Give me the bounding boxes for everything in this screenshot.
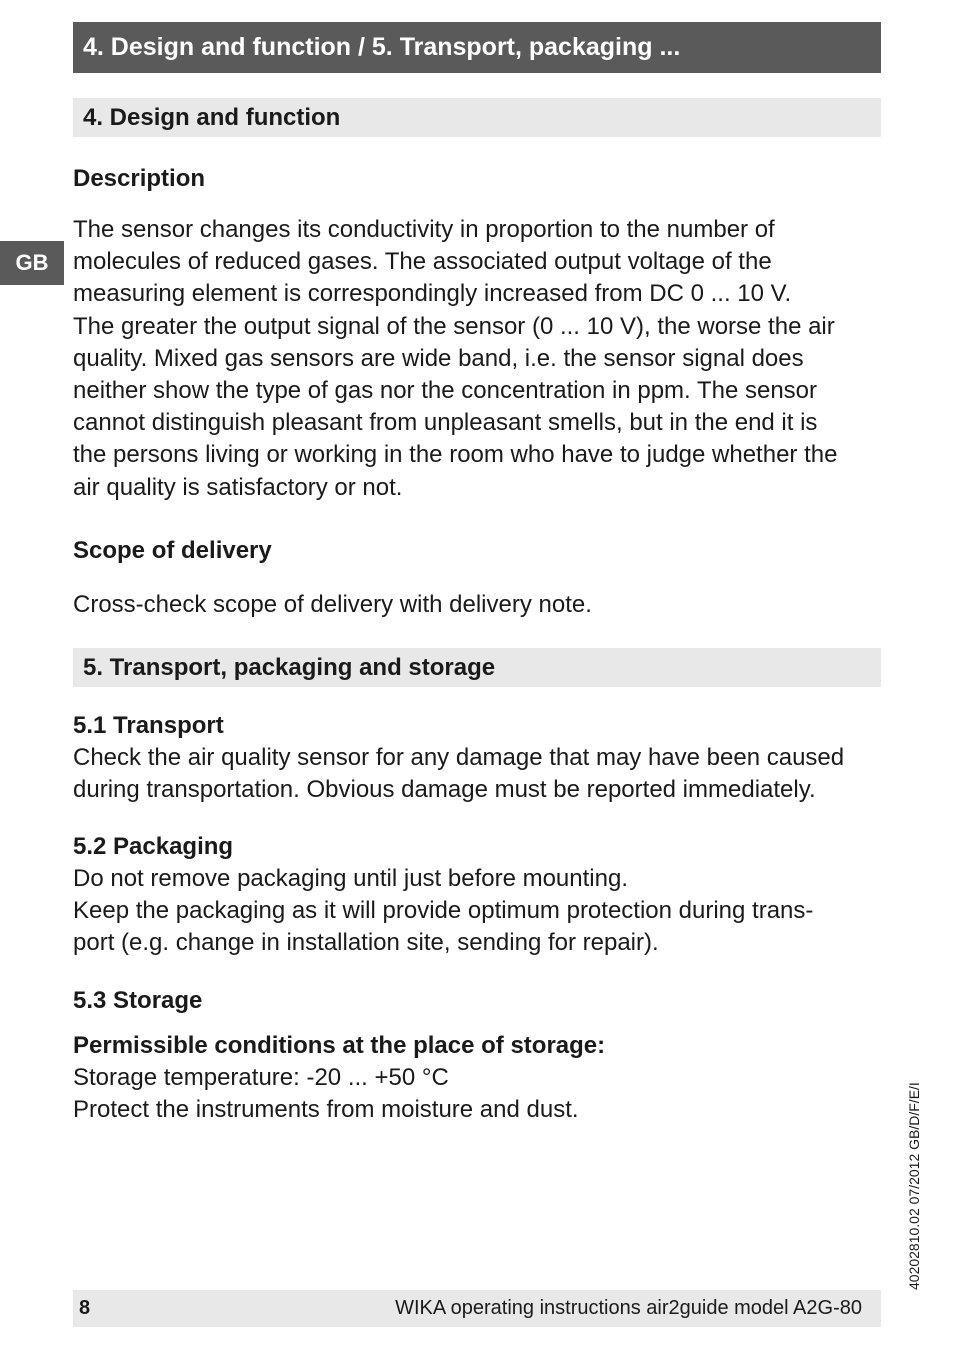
section-5-title: 5. Transport, packaging and storage	[83, 654, 496, 681]
packaging-line: Keep the packaging as it will provide optimum protection during trans-	[73, 897, 814, 925]
section-5-bar	[73, 648, 881, 687]
page-header-title: 4. Design and function / 5. Transport, packaging ...	[83, 33, 681, 61]
description-line: cannot distinguish pleasant from unpleasant smells, but in the end it is	[73, 409, 818, 437]
packaging-line: Do not remove packaging until just before mounting.	[73, 865, 628, 892]
scope-text: Cross-check scope of delivery with delivery note.	[73, 591, 592, 618]
section-4-title: 4. Design and function	[83, 104, 341, 131]
packaging-paragraph	[73, 863, 893, 960]
transport-paragraph	[73, 742, 893, 806]
description-line: The greater the output signal of the sensor (0 ... 10 V), the worse the air	[73, 312, 835, 340]
storage-line: Protect the instruments from moisture and dust.	[73, 1096, 579, 1124]
packaging-line: port (e.g. change in installation site, sending for repair).	[73, 929, 659, 957]
transport-line: Check the air quality sensor for any damage that may have been caused	[73, 744, 845, 771]
description-line: quality. Mixed gas sensors are wide band, i.e. the sensor signal does	[73, 344, 804, 372]
scope-heading: Scope of delivery	[73, 537, 272, 564]
description-line: measuring element is correspondingly increased from DC 0 ... 10 V.	[73, 280, 792, 308]
page-header-bar	[73, 22, 881, 73]
footer-text: WIKA operating instructions air2guide model A2G-80	[395, 1297, 862, 1319]
section-4-bar	[73, 98, 881, 137]
scope-paragraph	[73, 589, 893, 621]
description-line: air quality is satisfactory or not.	[73, 473, 403, 501]
language-tab-label: GB	[15, 250, 49, 275]
storage-paragraph	[73, 1062, 893, 1126]
description-line: neither show the type of gas nor the concentration in ppm. The sensor	[73, 377, 817, 405]
packaging-heading: 5.2 Packaging	[73, 833, 234, 860]
description-paragraph	[73, 214, 893, 504]
storage-heading: 5.3 Storage	[73, 987, 203, 1014]
description-line: The sensor changes its conductivity in proportion to the number of	[73, 216, 775, 243]
transport-line: during transportation. Obvious damage must be reported immediately.	[73, 776, 816, 804]
language-tab	[0, 241, 64, 285]
transport-heading: 5.1 Transport	[73, 712, 224, 739]
storage-line: Storage temperature: -20 ... +50 °C	[73, 1064, 449, 1091]
description-line: the persons living or working in the room who have to judge whether the	[73, 441, 838, 469]
document-code: 40202810.02 07/2012 GB/D/F/E/I	[906, 1082, 922, 1290]
page-footer	[73, 1290, 881, 1327]
storage-conditions-heading: Permissible conditions at the place of storage:	[73, 1032, 606, 1059]
description-line: molecules of reduced gases. The associated output voltage of the	[73, 248, 772, 276]
page-number: 8	[79, 1297, 91, 1319]
description-heading: Description	[73, 165, 206, 192]
